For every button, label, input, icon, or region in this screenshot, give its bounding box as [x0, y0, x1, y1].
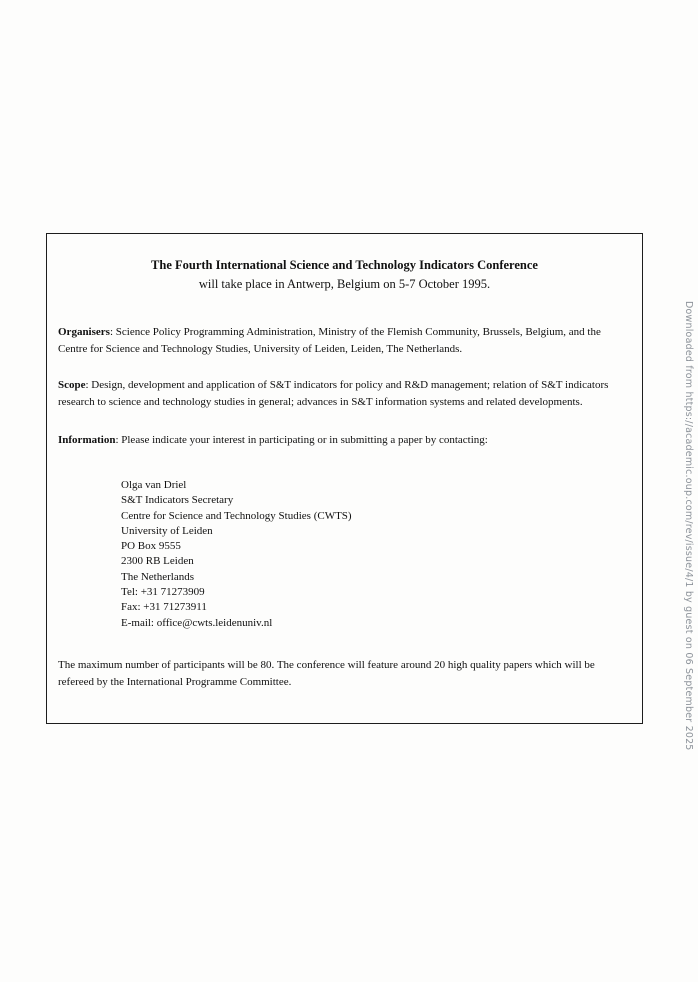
contact-country: The Netherlands [121, 570, 194, 583]
information-text: : Please indicate your interest in participating or in submitting a paper by contacting: [115, 434, 488, 446]
contact-block [121, 478, 631, 631]
organisers-paragraph [58, 324, 631, 358]
scope-text: : Design, development and application of S&T indicators for policy and R&D management; relation of S&T indicators research to science and technology studies in general; advances in S&T information systems and related developments. [58, 379, 609, 408]
closing-paragraph: The maximum number of participants will be 80. The conference will feature around 20 high quality papers which will be refereed by the International Programme Committee. [58, 658, 595, 688]
contact-fax: Fax: +31 71273911 [121, 601, 207, 614]
organisers-text: : Science Policy Programming Administration, Ministry of the Flemish Community, Brussels, Belgium, and the Centre for Science and Technology Studies, University of Leiden, Leiden, The Netherlands. [58, 326, 601, 355]
contact-email: E-mail: office@cwts.leidenuniv.nl [121, 616, 273, 629]
scope-paragraph [58, 377, 631, 411]
scope-label: Scope [58, 379, 86, 391]
organisers-label: Organisers [58, 326, 110, 338]
contact-pobox: PO Box 9555 [121, 540, 181, 553]
contact-university: University of Leiden [121, 524, 213, 537]
contact-institute: Centre for Science and Technology Studies (CWTS) [121, 509, 352, 522]
conference-title: The Fourth International Science and Technology Indicators Conference [151, 258, 538, 272]
conference-subtitle: will take place in Antwerp, Belgium on 5-7 October 1995. [198, 277, 491, 291]
information-paragraph [58, 432, 631, 449]
contact-name: Olga van Driel [121, 479, 187, 491]
contact-role: S&T Indicators Secretary [121, 494, 234, 507]
contact-telephone: Tel: +31 71273909 [121, 586, 205, 599]
download-watermark: Downloaded from https://academic.oup.com/rev/issue/4/1 by guest on 06 September 2025 [683, 301, 694, 751]
title-block [58, 234, 631, 294]
information-label: Information [58, 434, 116, 446]
contact-postcode: 2300 RB Leiden [121, 555, 194, 568]
conference-announcement-box [46, 233, 643, 724]
